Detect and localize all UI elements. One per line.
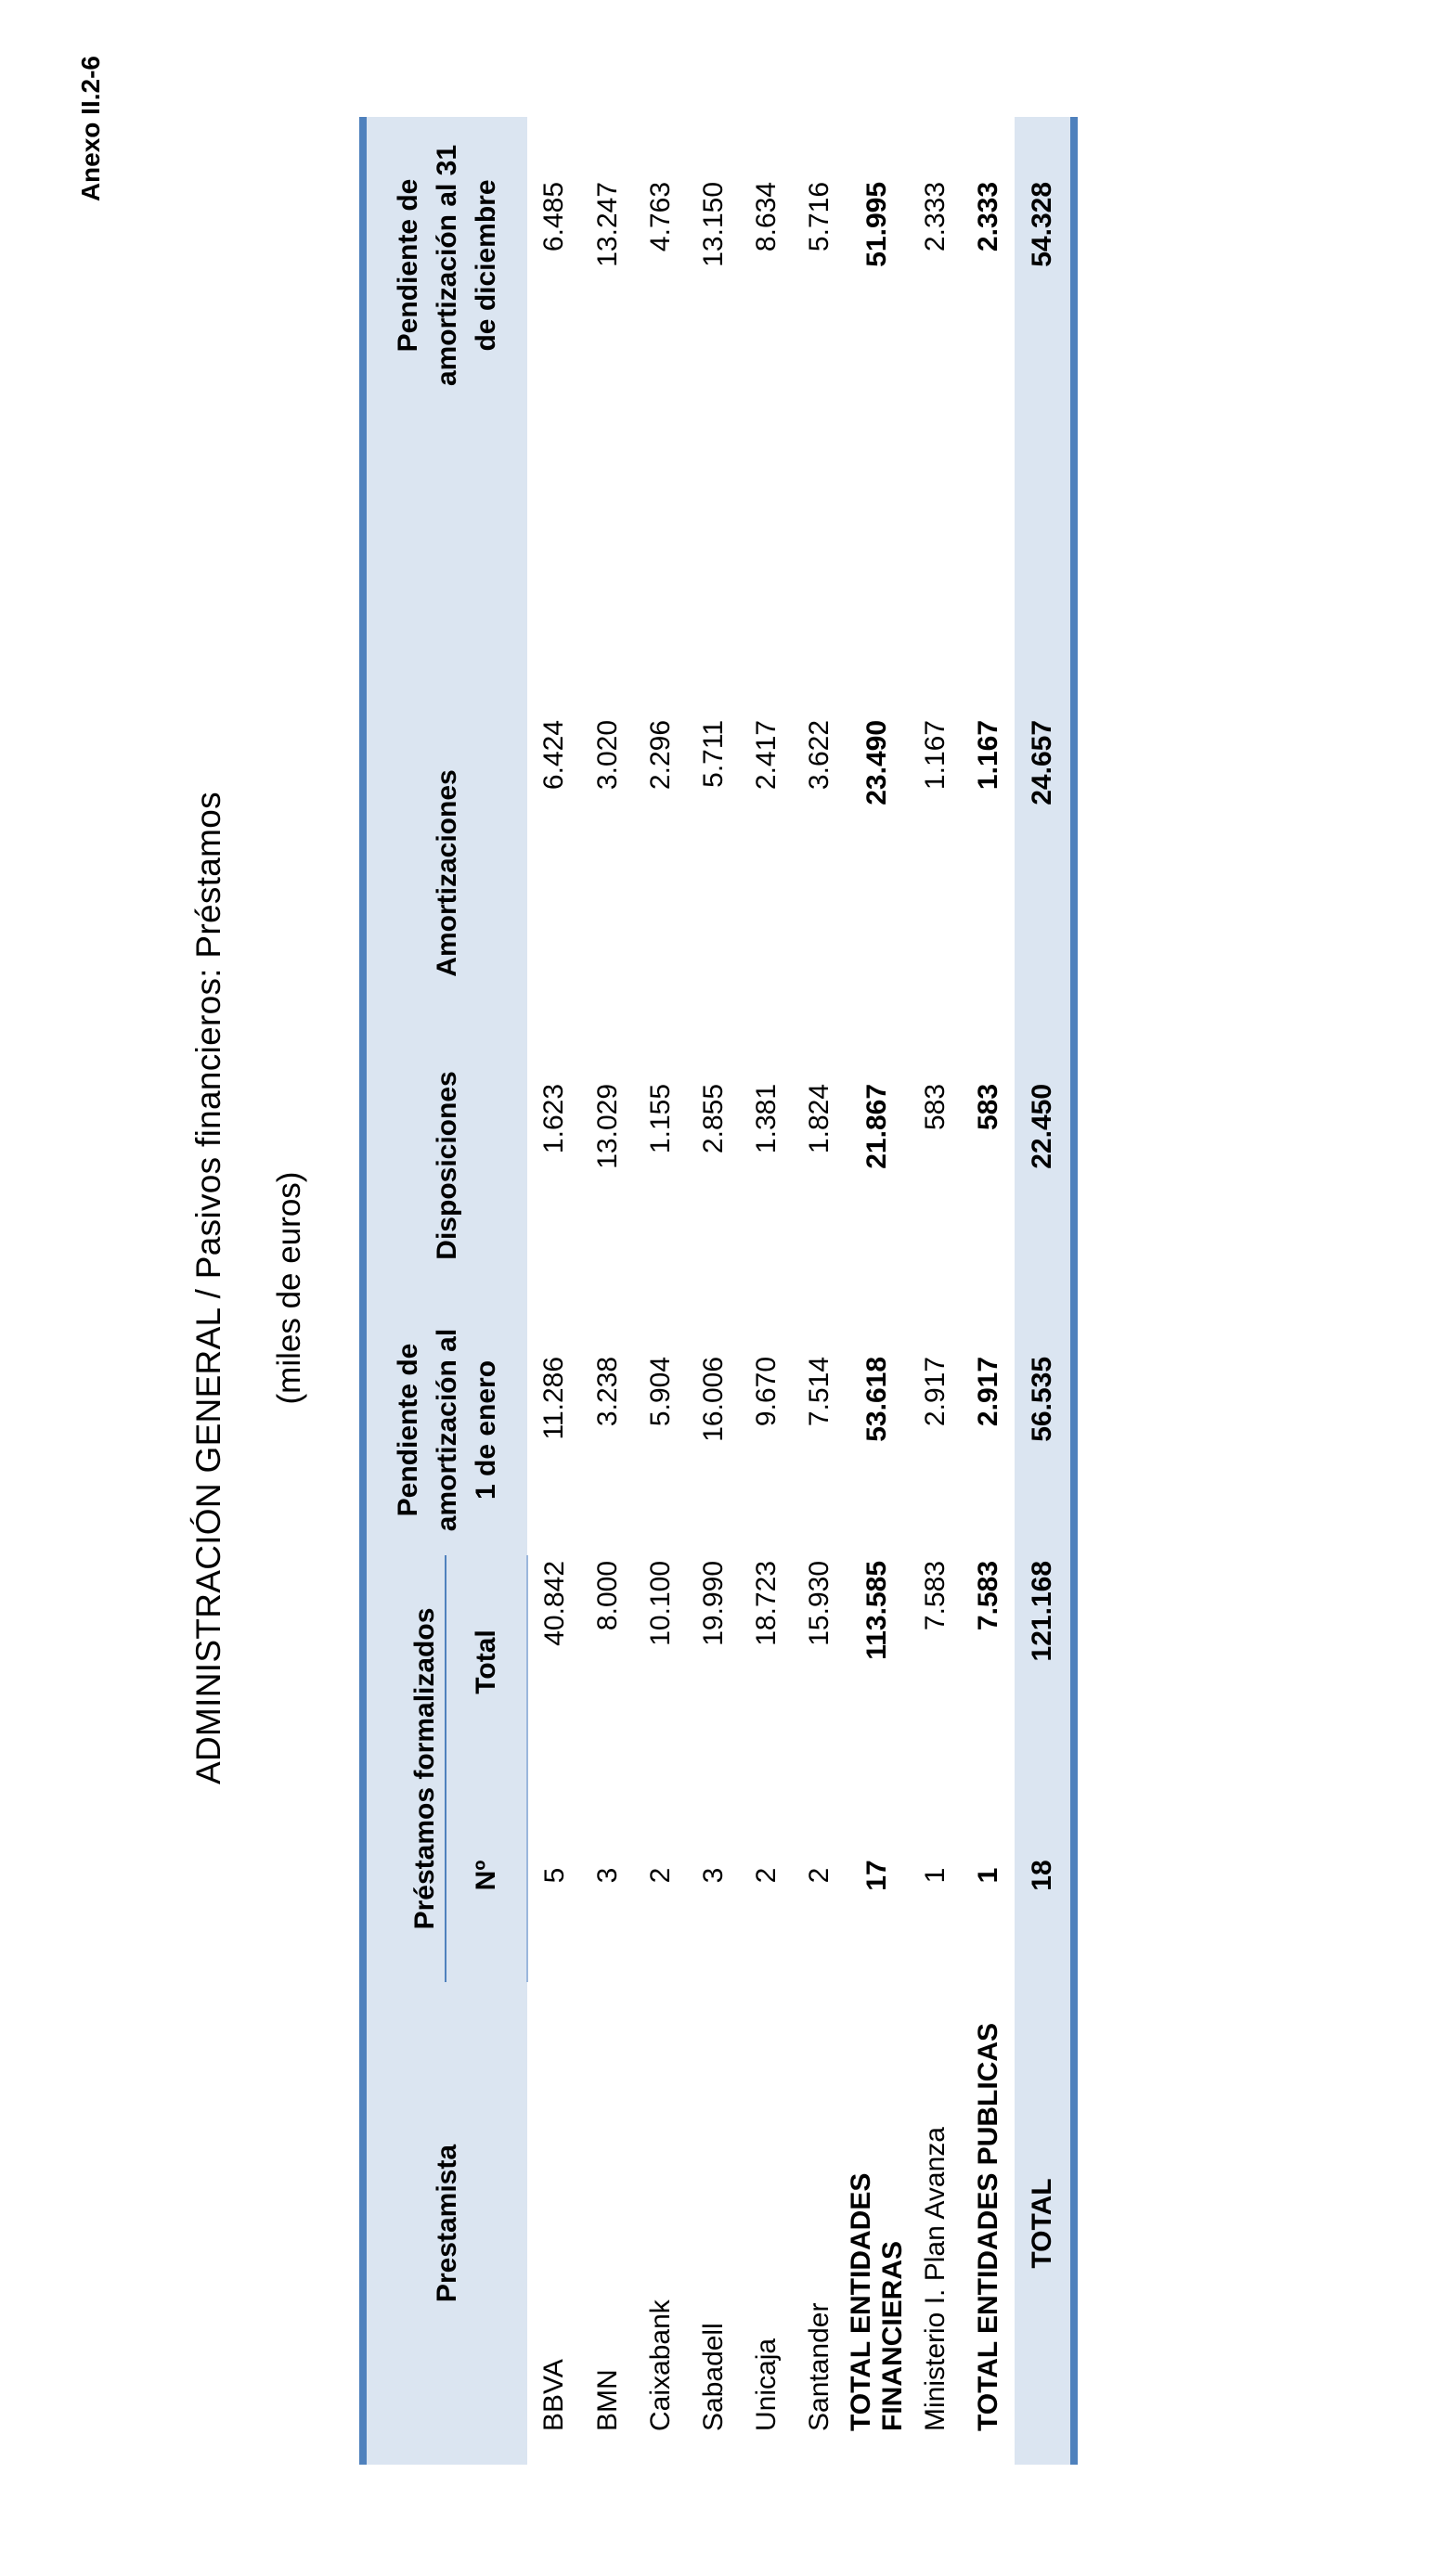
cell-disposiciones: 1.155 [644,1083,676,1154]
cell-pendiente-inicio: 11.286 [538,1356,569,1440]
cell-numero: 18 [1015,1769,1074,1982]
cell-numero: 3 [591,1867,623,1884]
cell-pendiente-inicio: 3.238 [591,1356,623,1427]
cell-total: 8.000 [591,1560,623,1631]
cell-amortizaciones: 5.711 [697,719,729,788]
cell-numero: 17 [861,1860,892,1891]
annex-label: Anexo II.2-6 [76,56,105,202]
header-total: Total [446,1555,527,1769]
cell-amortizaciones: 3.622 [803,719,834,791]
cell-spacer [634,414,687,720]
table-row [909,117,962,2465]
cell-pendiente-fin: 5.716 [803,181,834,252]
cell-spacer [1015,414,1074,720]
cell-pendiente-inicio: 53.618 [861,1356,892,1442]
cell-disposiciones: 22.450 [1015,1026,1074,1305]
cell-total: 121.168 [1015,1555,1074,1769]
cell-numero: 2 [644,1867,676,1884]
cell-pendiente-inicio: 2.917 [972,1356,1003,1427]
header-disposiciones: Disposiciones [363,1026,527,1305]
cell-amortizaciones: 6.424 [538,719,569,791]
table-row [740,117,793,2465]
cell-prestamista: Caixabank [644,2299,676,2431]
cell-disposiciones: 583 [972,1083,1003,1131]
cell-pendiente-fin: 13.247 [591,181,623,267]
cell-prestamista: Ministerio I. Plan Avanza [919,2127,951,2431]
cell-pendiente-inicio: 16.006 [697,1356,729,1442]
cell-spacer [527,414,581,720]
table-body [527,117,1074,2465]
cell-disposiciones: 1.824 [803,1083,834,1154]
cell-pendiente-fin: 13.150 [697,181,729,267]
table-row [527,117,581,2465]
cell-amortizaciones: 2.296 [644,719,676,791]
cell-spacer [909,414,962,720]
cell-amortizaciones: 24.657 [1015,720,1074,1026]
cell-pendiente-fin: 54.328 [1015,117,1074,414]
cell-amortizaciones: 2.417 [750,719,782,791]
table-row [687,117,740,2465]
cell-pendiente-fin: 4.763 [644,181,676,252]
cell-pendiente-inicio: 9.670 [750,1356,782,1427]
cell-total: 7.583 [972,1560,1003,1631]
cell-total: 15.930 [803,1560,834,1646]
cell-disposiciones: 1.623 [538,1083,569,1154]
cell-disposiciones: 2.855 [697,1083,729,1154]
cell-disposiciones: 1.381 [750,1083,782,1154]
table-row [793,117,846,2465]
cell-numero: 5 [538,1867,570,1884]
cell-prestamista: TOTAL ENTIDADES FINANCIERAS [846,2172,908,2431]
header-pendiente-inicio: Pendiente de amortización al 1 de enero [363,1305,527,1555]
cell-prestamista: BMN [591,2369,623,2431]
cell-pendiente-fin: 2.333 [919,181,951,252]
cell-amortizaciones: 23.490 [861,719,892,805]
cell-spacer [687,414,740,720]
cell-total: 7.583 [919,1560,951,1631]
cell-pendiente-inicio: 2.917 [919,1356,951,1427]
loans-table [359,117,1078,2465]
cell-disposiciones: 21.867 [861,1083,892,1169]
cell-total: 10.100 [644,1560,676,1646]
cell-amortizaciones: 3.020 [591,719,623,791]
cell-spacer [740,414,793,720]
table-row [634,117,687,2465]
table-row [962,117,1015,2465]
cell-prestamista: TOTAL [1015,1982,1074,2465]
table-row [581,117,634,2465]
cell-pendiente-fin: 6.485 [538,181,569,252]
cell-prestamista: Sabadell [697,2323,729,2431]
cell-spacer [962,414,1015,720]
cell-numero: 1 [919,1867,951,1884]
table-row [1015,117,1074,2465]
cell-total: 18.723 [750,1560,782,1646]
cell-amortizaciones: 1.167 [919,719,951,791]
cell-numero: 2 [803,1867,834,1884]
cell-pendiente-inicio: 5.904 [644,1356,676,1427]
cell-prestamista: TOTAL ENTIDADES PUBLICAS [972,2022,1003,2431]
cell-pendiente-fin: 2.333 [972,181,1003,252]
cell-prestamista: Santander [803,2302,834,2431]
cell-pendiente-fin: 51.995 [861,181,892,267]
cell-numero: 3 [697,1867,729,1884]
page-subtitle: (miles de euros) [271,1171,307,1405]
header-row-1 [363,117,446,2465]
header-amortizaciones: Amortizaciones [363,720,527,1026]
header-prestamista: Prestamista [363,1982,527,2465]
page-title: ADMINISTRACIÓN GENERAL / Pasivos financieros: Préstamos [189,792,227,1784]
cell-pendiente-inicio: 56.535 [1015,1305,1074,1555]
cell-spacer [581,414,634,720]
header-pendiente-fin: Pendiente de amortización al 31 de diciembre [363,117,527,414]
cell-amortizaciones: 1.167 [972,719,1003,791]
cell-pendiente-inicio: 7.514 [803,1356,834,1427]
header-prestamos-formalizados: Préstamos formalizados [363,1555,446,1982]
cell-prestamista: Unicaja [750,2338,782,2431]
cell-prestamista: BBVA [538,2359,569,2431]
cell-disposiciones: 13.029 [591,1083,623,1169]
header-numero: Nº [446,1769,527,1982]
cell-numero: 2 [750,1867,782,1884]
header-amortizaciones-spacer [363,414,527,720]
cell-pendiente-fin: 8.634 [750,181,782,252]
cell-numero: 1 [972,1867,1003,1884]
cell-total: 40.842 [538,1560,570,1646]
cell-total: 19.990 [697,1560,729,1646]
cell-disposiciones: 583 [919,1083,951,1131]
table-row [846,117,909,2465]
cell-total: 113.585 [861,1560,892,1660]
cell-spacer [793,414,846,720]
cell-spacer [846,414,909,720]
